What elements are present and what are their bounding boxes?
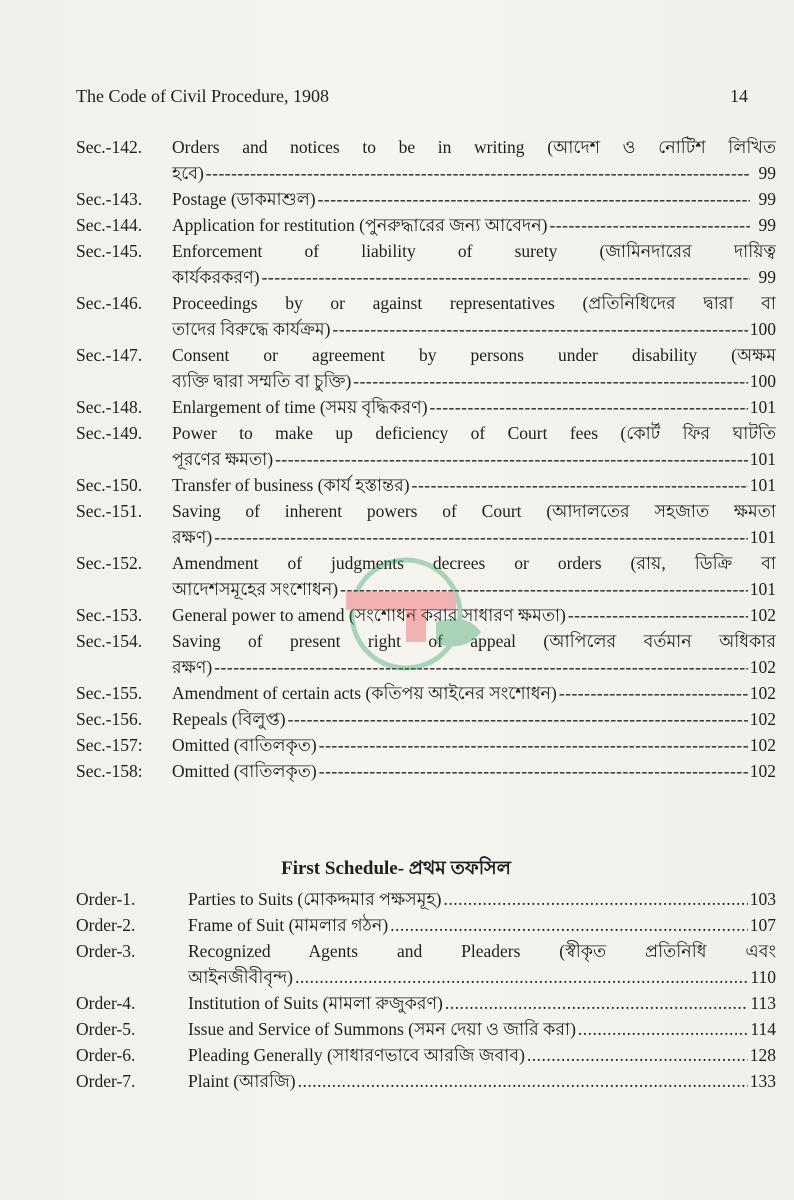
section-entry (76, 732, 776, 758)
leader-line (390, 912, 748, 938)
section-number: Sec.-151. (76, 501, 143, 521)
leader-line (445, 990, 749, 1016)
entry-page-number: 101 (749, 527, 776, 547)
entry-page-number: 110 (750, 967, 776, 987)
book-title: The Code of Civil Procedure, 1908 (76, 86, 329, 106)
section-number: Sec.-145. (76, 241, 143, 261)
section-list (76, 134, 776, 784)
entry-title-line: Consent or agreement by persons under disability (অক্ষম (172, 345, 776, 365)
leader-line (214, 524, 748, 550)
entry-page-number: 107 (749, 915, 776, 935)
entry-title-line: Omitted (বাতিলকৃত) (172, 761, 317, 781)
section-number: Sec.-153. (76, 605, 143, 625)
leader-line (319, 732, 748, 758)
leader-line (214, 654, 748, 680)
order-number: Order-4. (76, 993, 136, 1013)
entry-title-line: Proceedings by or against representatives (প্রতিনিধিদের দ্বারা বা (172, 293, 776, 313)
entry-title-line: রক্ষণ) (172, 657, 213, 677)
section-number: Sec.-152. (76, 553, 143, 573)
entry-title-line: Postage (ডাকমাশুল) (172, 189, 316, 209)
order-entry (76, 938, 776, 990)
entry-title-line: Orders and notices to be in writing (আদেশ ও নোটিশ লিখিত (172, 137, 776, 157)
leader-line (318, 186, 750, 212)
section-entry (76, 134, 776, 186)
section-entry (76, 238, 776, 290)
leader-line (206, 160, 750, 186)
entry-title-line: Issue and Service of Summons (সমন দেয়া ও জারি করা) (188, 1019, 576, 1039)
section-entry (76, 758, 776, 784)
entry-title-line: Enforcement of liability of surety (জামিনদারের দায়িত্ব (172, 241, 776, 261)
order-entry (76, 1016, 776, 1042)
leader-line (559, 680, 748, 706)
entry-page-number: 102 (749, 683, 776, 703)
entry-title-line: কার্যকরকরণ) (172, 267, 260, 287)
section-number: Sec.-147. (76, 345, 143, 365)
section-number: Sec.-150. (76, 475, 143, 495)
page-number: 14 (730, 86, 748, 106)
entry-title-line: Repeals (বিলুপ্ত) (172, 709, 286, 729)
entry-title-line: ব্যক্তি দ্বারা সম্মতি বা চুক্তি) (172, 371, 352, 391)
running-header (76, 86, 748, 110)
leader-line (340, 576, 748, 602)
entry-title-line: রক্ষণ) (172, 527, 213, 547)
order-entry (76, 990, 776, 1016)
entry-page-number: 102 (749, 735, 776, 755)
order-entry (76, 912, 776, 938)
leader-line (295, 964, 748, 990)
entry-page-number: 102 (749, 657, 776, 677)
section-entry (76, 472, 776, 498)
order-entry (76, 886, 776, 912)
entry-title-line: Institution of Suits (মামলা রুজুকরণ) (188, 993, 443, 1013)
leader-line (527, 1042, 748, 1068)
section-number: Sec.-155. (76, 683, 143, 703)
order-entry (76, 1042, 776, 1068)
entry-title-line: Application for restitution (পুনরুদ্ধারের জন্য আবেদন) (172, 215, 548, 235)
entry-title-line: আইনজীবীবৃন্দ) (188, 967, 293, 987)
entry-page-number: 114 (750, 1019, 776, 1039)
entry-page-number: 113 (750, 993, 776, 1013)
order-number: Order-7. (76, 1071, 136, 1091)
entry-page-number: 102 (749, 605, 776, 625)
section-entry (76, 602, 776, 628)
order-number: Order-5. (76, 1019, 136, 1039)
entry-title-line: Saving of inherent powers of Court (আদালতের সহজাত ক্ষমতা (172, 501, 776, 521)
table-of-contents (76, 134, 776, 1094)
section-number: Sec.-142. (76, 137, 143, 157)
order-entry (76, 1068, 776, 1094)
section-number: Sec.-146. (76, 293, 143, 313)
entry-title-line: Enlargement of time (সময় বৃদ্ধিকরণ) (172, 397, 428, 417)
order-list (76, 886, 776, 1094)
leader-line (549, 212, 750, 238)
entry-page-number: 101 (749, 397, 776, 417)
order-number: Order-2. (76, 915, 136, 935)
entry-title-line: Plaint (আরজি) (188, 1071, 296, 1091)
entry-title-line: Pleading Generally (সাধারণভাবে আরজি জবাব) (188, 1045, 525, 1065)
order-number: Order-3. (76, 941, 136, 961)
leader-line (288, 706, 748, 732)
section-entry (76, 212, 776, 238)
entry-title-line: Power to make up deficiency of Court fees (কোর্ট ফির ঘাটতি (172, 423, 776, 443)
section-number: Sec.-148. (76, 397, 143, 417)
section-entry (76, 290, 776, 342)
entry-title-line: আদেশসমূহের সংশোধন) (172, 579, 339, 599)
section-number: Sec.-149. (76, 423, 143, 443)
leader-line (275, 446, 748, 472)
section-entry (76, 342, 776, 394)
entry-page-number: 101 (749, 475, 776, 495)
entry-page-number: 101 (749, 449, 776, 469)
leader-line (262, 264, 750, 290)
schedule-title: First Schedule- প্রথম তফসিল (281, 858, 511, 879)
leader-line (568, 602, 748, 628)
entry-page-number: 101 (749, 579, 776, 599)
entry-page-number: 102 (749, 761, 776, 781)
entry-title-line: General power to amend (সংশোধন করার সাধারণ ক্ষমতা) (172, 605, 566, 625)
entry-title-line: তাদের বিরুদ্ধে কার্যক্রম) (172, 319, 331, 339)
entry-page-number: 103 (749, 889, 776, 909)
entry-title-line: Amendment of judgments decrees or orders (রায়, ডিক্রি বা (172, 553, 776, 573)
entry-title-line: Saving of present right of appeal (আপিলের বর্তমান অধিকার (172, 631, 776, 651)
entry-page-number: 128 (749, 1045, 776, 1065)
entry-page-number: 100 (749, 371, 776, 391)
leader-line (319, 758, 748, 784)
entry-title-line: হবে) (172, 163, 204, 183)
section-number: Sec.-157: (76, 735, 143, 755)
section-entry (76, 394, 776, 420)
section-entry (76, 186, 776, 212)
section-entry (76, 706, 776, 732)
leader-line (412, 472, 748, 498)
entry-title-line: Parties to Suits (মোকদ্দমার পক্ষসমূহ) (188, 889, 442, 909)
leader-line (353, 368, 747, 394)
entry-page-number: 102 (749, 709, 776, 729)
leader-line (332, 316, 747, 342)
section-number: Sec.-158: (76, 761, 143, 781)
section-entry (76, 498, 776, 550)
entry-title-line: Transfer of business (কার্য হস্তান্তর) (172, 475, 410, 495)
entry-page-number: 99 (758, 215, 776, 235)
order-number: Order-6. (76, 1045, 136, 1065)
entry-title-line: Recognized Agents and Pleaders (স্বীকৃত প্রতিনিধি এবং (188, 941, 776, 961)
section-entry (76, 420, 776, 472)
entry-title-line: Frame of Suit (মামলার গঠন) (188, 915, 389, 935)
section-number: Sec.-144. (76, 215, 143, 235)
entry-page-number: 99 (758, 267, 776, 287)
section-number: Sec.-156. (76, 709, 143, 729)
entry-title-line: পূরণের ক্ষমতা) (172, 449, 274, 469)
entry-page-number: 100 (749, 319, 776, 339)
section-entry (76, 628, 776, 680)
order-number: Order-1. (76, 889, 136, 909)
entry-page-number: 133 (749, 1071, 776, 1091)
section-entry (76, 680, 776, 706)
section-entry (76, 550, 776, 602)
entry-page-number: 99 (758, 189, 776, 209)
section-number: Sec.-154. (76, 631, 143, 651)
leader-line (578, 1016, 748, 1042)
leader-line (430, 394, 748, 420)
entry-title-line: Omitted (বাতিলকৃত) (172, 735, 317, 755)
section-number: Sec.-143. (76, 189, 143, 209)
leader-line (443, 886, 747, 912)
leader-line (298, 1068, 748, 1094)
entry-title-line: Amendment of certain acts (কতিপয় আইনের সংশোধন) (172, 683, 557, 703)
entry-page-number: 99 (758, 163, 776, 183)
